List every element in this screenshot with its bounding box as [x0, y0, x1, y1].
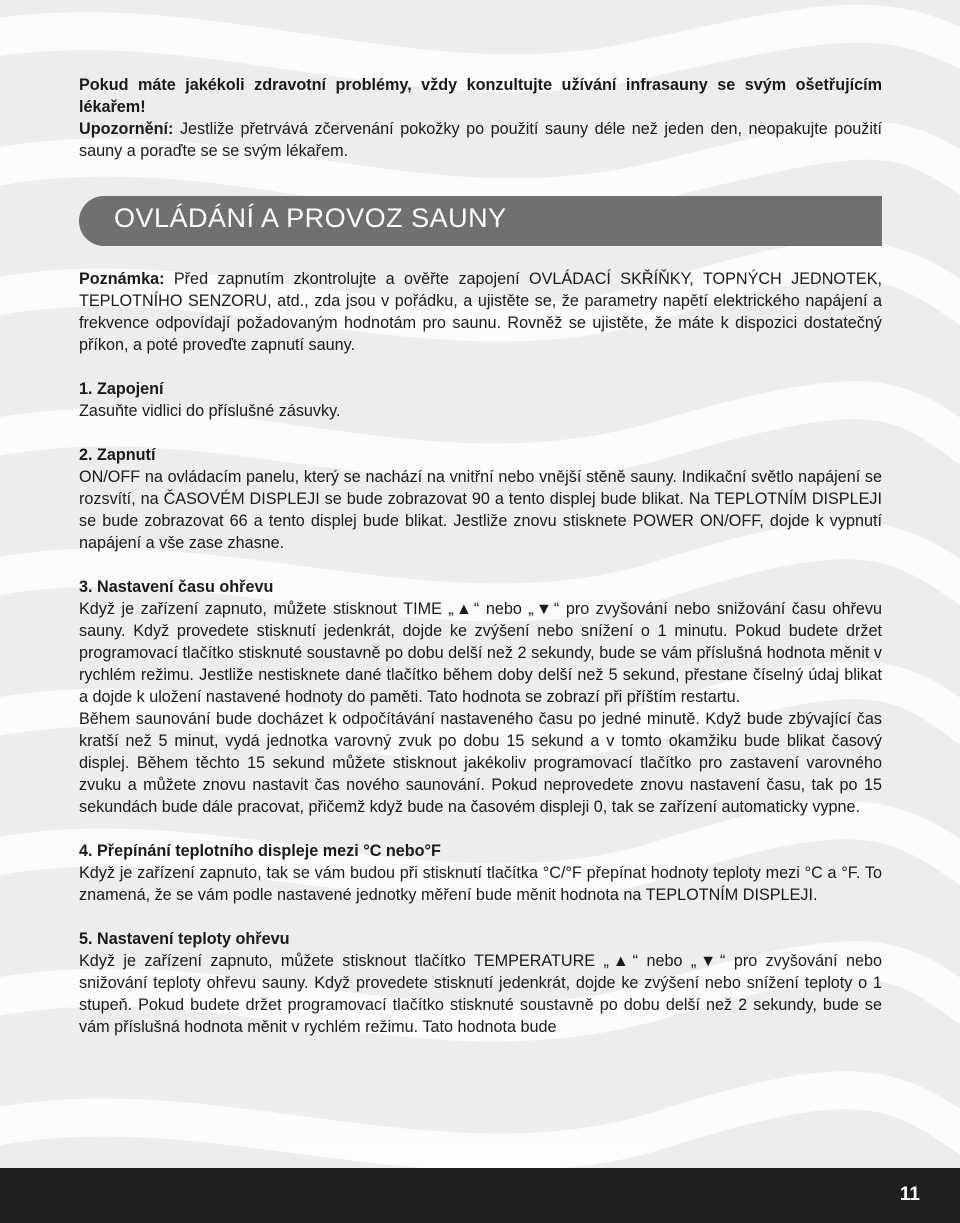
step-power-on — [79, 444, 882, 554]
step-heading: 1. Zapojení — [79, 380, 164, 398]
step-text: Během saunování bude docházet k odpočítávání nastaveného času po jedné minutě. Když bude zbývající čas kratší než 5 minut, vydá jednotka varovný zvuk po dobu 15 sekund a v tomto okamžiku bude blikat časový displej. Během těchto 15 sekund můžete stisknout jakékoliv programovací tlačítko pro zastavení varovného zvuku a můžete znovu nastavit čas nového saunování. Pokud neprovedete znovu nastavení času, tak po 15 sekundách bude dále pracovat, přičemž když bude na časovém displeji 0, tak se zařízení automaticky vypne. — [79, 710, 882, 816]
step-text: ON/OFF na ovládacím panelu, který se nachází na vnitřní nebo vnější stěně sauny. Indikační světlo napájení se rozsvítí, na ČASOVÉM DISPLEJI se bude zobrazovat 90 a tento displej bude blikat. Na TEPLOTNÍM DISPLEJI se bude zobrazovat 66 a tento displej bude blikat. Jestliže znovu stisknete POWER ON/OFF, dojde k vypnutí napájení a vše zase zhasne. — [79, 468, 882, 552]
step-heating-time — [79, 576, 882, 818]
note-text: Před zapnutím zkontrolujte a ověřte zapojení OVLÁDACÍ SKŘÍŇKY, TOPNÝCH JEDNOTEK, TEPLOTNÍHO SENZORU, atd., zda jsou v pořádku, a ujistěte se, že parametry napětí elektrického napájení a frekvence odpovídají požadovaným hodnotám pro saunu. Rovněž se ujistěte, že máte k dispozici dostatečný příkon, a poté proveďte zapnutí sauny. — [79, 270, 882, 354]
step-connection — [79, 378, 882, 422]
step-heating-temp — [79, 928, 882, 1038]
section-title: OVLÁDÁNÍ A PROVOZ SAUNY — [114, 203, 507, 233]
caution-label: Upozornění: — [79, 120, 174, 138]
page-number: 11 — [899, 1184, 920, 1205]
step-heading: 2. Zapnutí — [79, 446, 156, 464]
step-text: Zasuňte vidlici do příslušné zásuvky. — [79, 402, 341, 420]
step-temp-units — [79, 840, 882, 906]
section-banner-wrap — [0, 162, 882, 246]
page-footer — [0, 1168, 960, 1223]
health-warning — [79, 74, 882, 162]
caution-text: Jestliže přetrvává zčervenání pokožky po použití sauny déle než jeden den, neopakujte použití sauny a poraďte se se svým lékařem. — [79, 120, 882, 160]
health-warning-text: Pokud máte jakékoli zdravotní problémy, vždy konzultujte užívání infrasauny se svým ošetřujícím lékařem! — [79, 76, 882, 116]
note-paragraph — [79, 268, 882, 356]
document-body — [79, 74, 882, 1038]
section-banner — [79, 196, 882, 246]
step-text: Když je zařízení zapnuto, tak se vám budou při stisknutí tlačítka °C/°F přepínat hodnoty teploty mezi °C a °F. To znamená, že se vám podle nastavené jednotky měření bude měnit hodnota na TEPLOTNÍM DISPLEJI. — [79, 864, 882, 904]
step-heading: 5. Nastavení teploty ohřevu — [79, 930, 290, 948]
step-text: Když je zařízení zapnuto, můžete stisknout TIME „▲“ nebo „▼“ pro zvyšování nebo snižování času ohřevu sauny. Když provedete stisknutí jedenkrát, dojde ke zvýšení nebo snížení o 1 minutu. Pokud budete držet programovací tlačítko stisknuté soustavně po dobu delší než 2 sekundy, bude se vám příslušná hodnota měnit v rychlém režimu. Jestliže nestisknete dané tlačítko během doby delší než 5 sekund, přestane číselný údaj blikat a dojde k uložení nastavené hodnoty do paměti. Tato hodnota se zobrazí při příštím restartu. — [79, 600, 882, 706]
step-heading: 4. Přepínání teplotního displeje mezi °C nebo°F — [79, 842, 441, 860]
step-text: Když je zařízení zapnuto, můžete stisknout tlačítko TEMPERATURE „▲“ nebo „▼“ pro zvyšování nebo snižování teploty ohřevu sauny. Když provedete stisknutí jedenkrát, dojde ke zvýšení nebo snížení teploty o 1 stupeň. Pokud budete držet programovací tlačítko stisknuté soustavně po dobu delší než 2 sekundy, bude se vám příslušná hodnota měnit v rychlém režimu. Tato hodnota bude — [79, 952, 882, 1036]
note-label: Poznámka: — [79, 270, 165, 288]
step-heading: 3. Nastavení času ohřevu — [79, 578, 274, 596]
